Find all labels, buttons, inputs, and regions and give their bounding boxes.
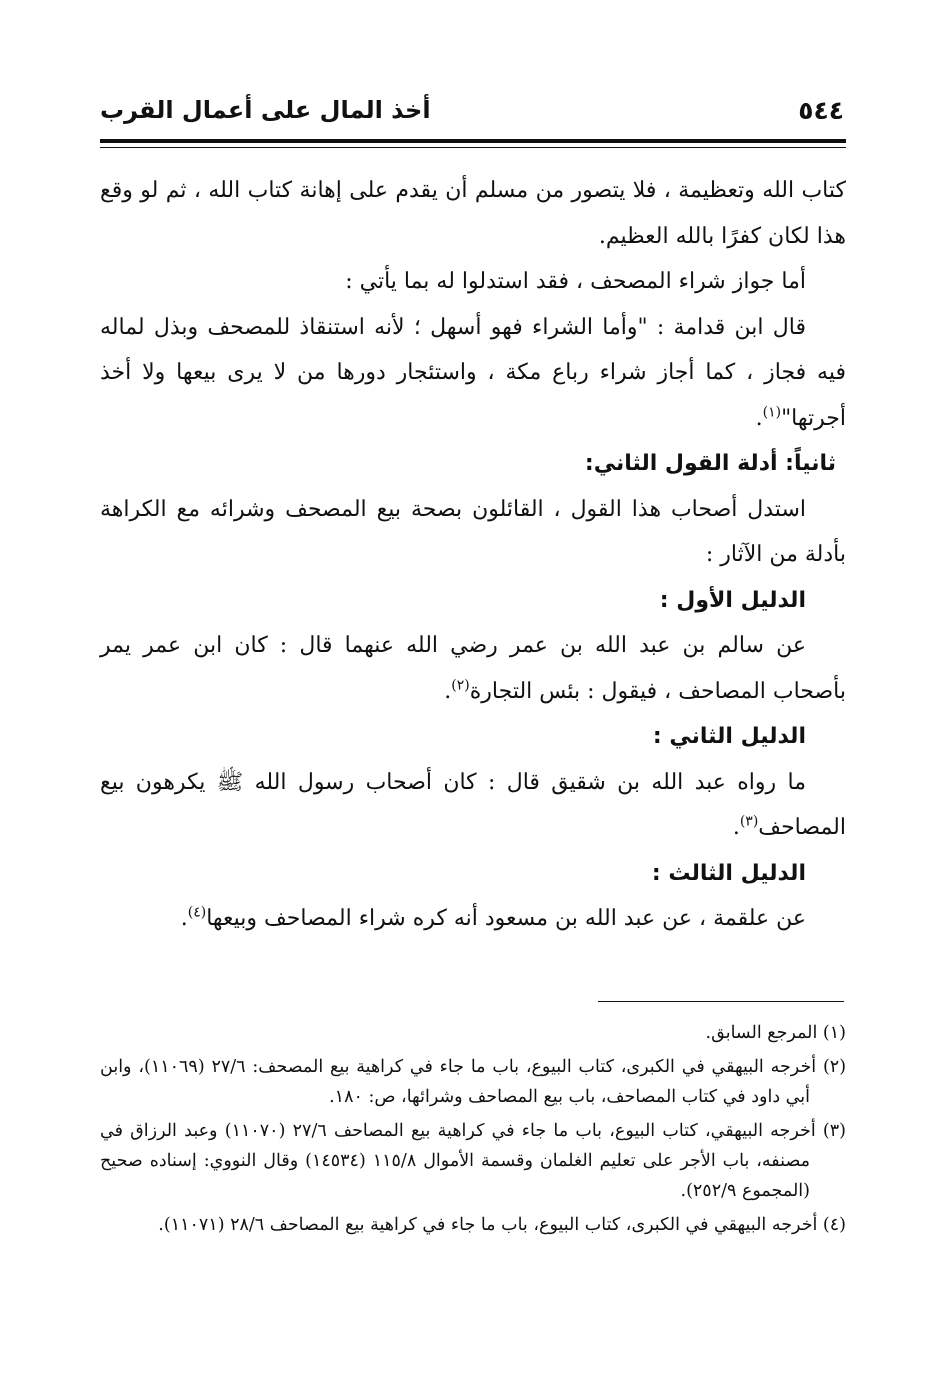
header-rule-thin (100, 147, 846, 148)
footnote-ref-1[interactable]: (١) (762, 404, 782, 421)
evidence-text: عن علقمة ، عن عبد الله بن مسعود أنه كره شراء المصاحف وبيعها (206, 906, 806, 931)
footnote-3: (٣) أخرجه البيهقي، كتاب البيوع، باب ما جاء في كراهية بيع المصاحف ٢٧/٦ (١١٠٧٠) وعبد الرزاق في مصنفه، باب الأجر على تعليم الغلمان وقسمة الأموال ١١٥/٨ (١٤٥٣٤) وقال النووي: إسناده صحيح (المجموع ٢٥٢/٩). (100, 1121, 846, 1201)
evidence-heading-second: الدليل الثاني : (652, 724, 806, 749)
evidence-text: ما رواه عبد الله بن شقيق قال : كان أصحاب رسول الله ﷺ يكرهون بيع المصاحف (100, 769, 846, 840)
footnote-ref-4[interactable]: (٤) (187, 904, 207, 921)
period: . (732, 815, 740, 840)
quote-text: قال ابن قدامة : "وأما الشراء فهو أسهل ؛ لأنه استنقاذ للمصحف وبذل لماله فيه فجاز ، كما أجاز شراء رباع مكة ، واستئجار دورها من لا يرى بيعها ولا أخذ أجرتها" (100, 314, 846, 431)
period: . (755, 405, 763, 431)
evidence-heading-first: الدليل الأول : (659, 587, 806, 613)
running-title: أخذ المال على أعمال القرب (100, 96, 431, 124)
main-text (100, 168, 846, 942)
footnote-separator (598, 1001, 844, 1002)
paragraph-ibn-qudama-quote (100, 305, 846, 442)
footnote-4: (٤) أخرجه البيهقي في الكبرى، كتاب البيوع، باب ما جاء في كراهية بيع المصاحف ٢٨/٦ (١١٠٧١). (158, 1215, 846, 1235)
period: . (444, 678, 452, 704)
paragraph-evidence-third (100, 896, 846, 942)
footnote-ref-2[interactable]: (٢) (451, 677, 470, 694)
footnote-1: (١) المرجع السابق. (705, 1023, 846, 1043)
paragraph-continuation: كتاب الله وتعظيمة ، فلا يتصور من مسلم أن يقدم على إهانة كتاب الله ، ثم لو وقع هذا لكان كفرًا بالله العظيم. (100, 178, 846, 249)
page-header (100, 96, 846, 132)
evidence-text: عن سالم بن عبد الله بن عمر رضي الله عنهما قال : كان ابن عمر يمر بأصحاب المصاحف ، فيقول : بئس التجارة (100, 633, 846, 704)
footnotes (100, 1018, 846, 1244)
footnote-ref-3[interactable]: (٣) (739, 813, 759, 830)
paragraph-second-opinion-intro: استدل أصحاب هذا القول ، القائلون بصحة بيع المصحف وشرائه مع الكراهة بأدلة من الآثار : (100, 496, 846, 567)
header-rule-thick (100, 139, 846, 143)
paragraph-evidence-second (100, 760, 846, 851)
section-heading-second-opinion: ثانياً: أدلة القول الثاني: (584, 451, 836, 476)
period: . (180, 906, 188, 931)
evidence-heading-third: الدليل الثالث : (651, 860, 806, 886)
footnote-2: (٢) أخرجه البيهقي في الكبرى، كتاب البيوع، باب ما جاء في كراهية بيع المصحف: ٢٧/٦ (١١٠٦٩)، وابن أبي داود في كتاب المصاحف، باب بيع المصاحف وشرائها، ص: ١٨٠. (100, 1057, 847, 1107)
page-number: ٥٤٤ (798, 96, 844, 125)
paragraph-evidence-first (100, 623, 846, 714)
paragraph-purchase-permissibility: أما جواز شراء المصحف ، فقد استدلوا له بما يأتي : (345, 269, 806, 294)
